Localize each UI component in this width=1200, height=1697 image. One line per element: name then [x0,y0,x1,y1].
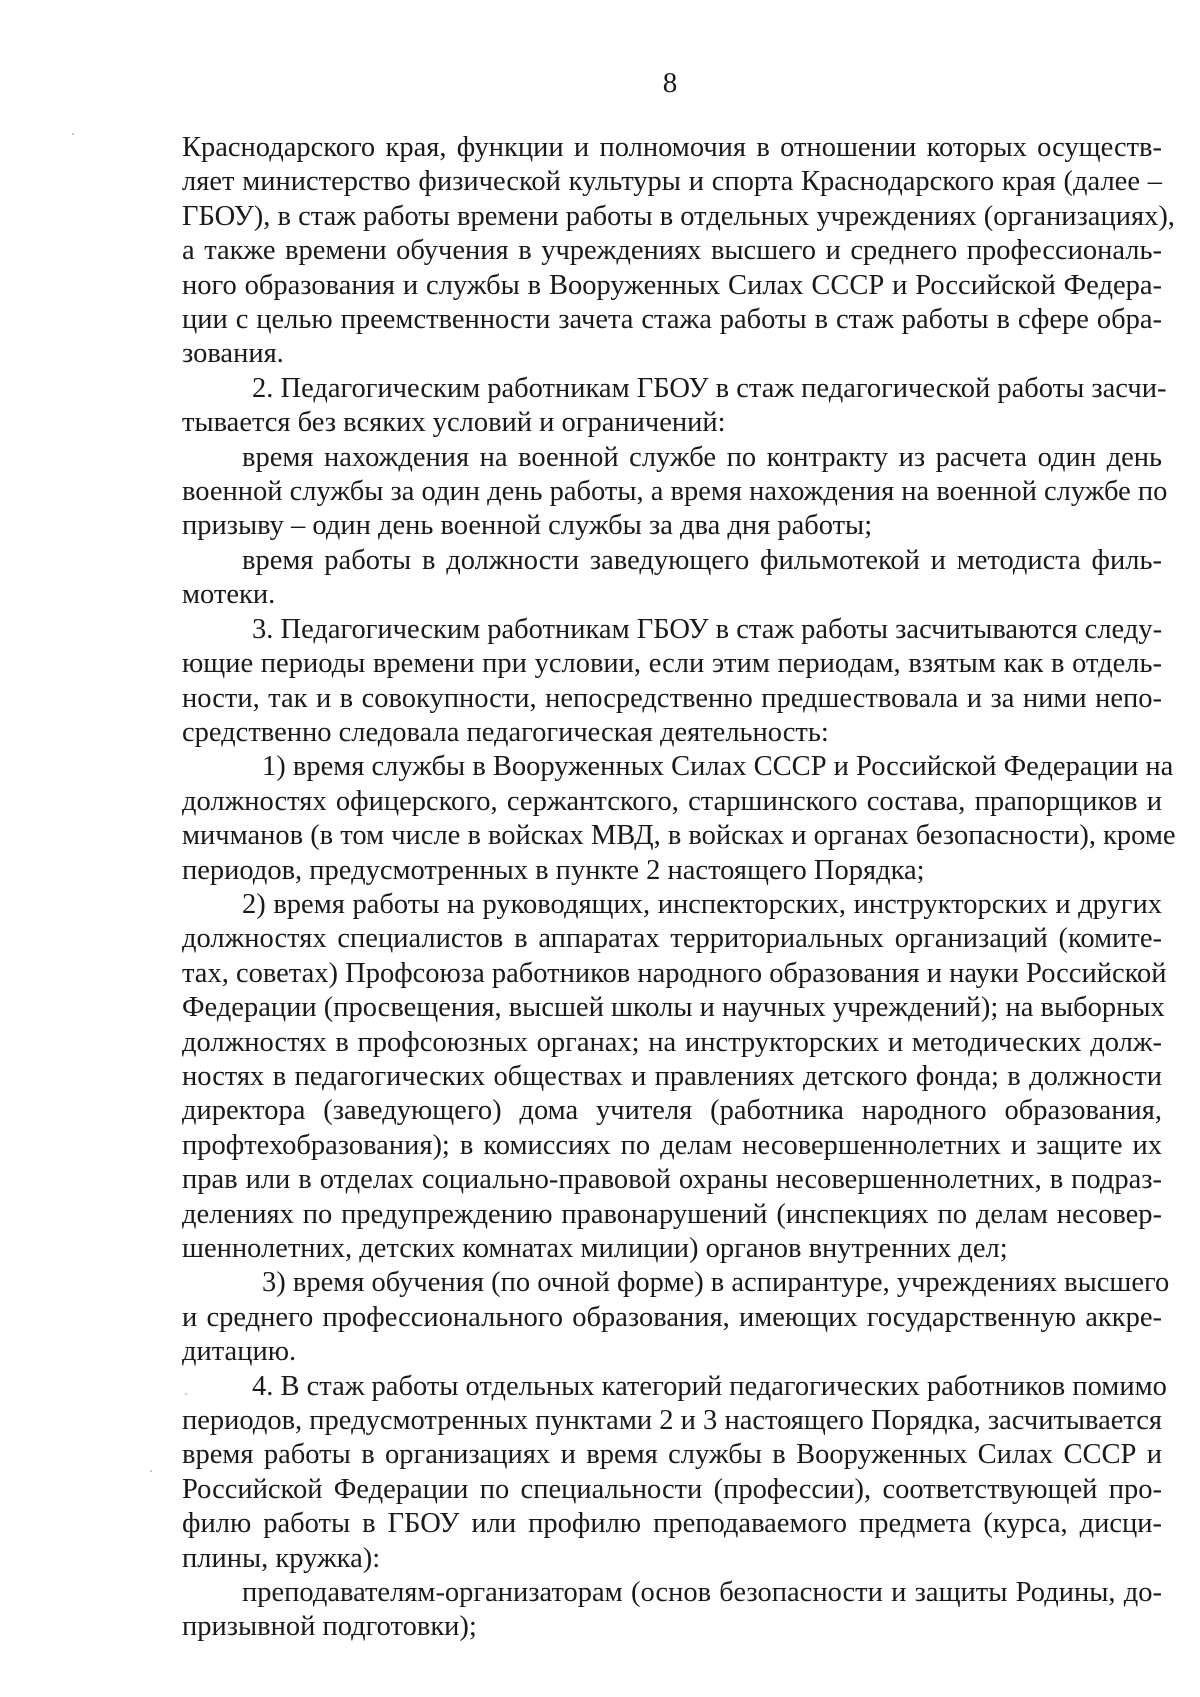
scan-speck [72,133,74,135]
paragraph-teachers-organizers [182,1576,1162,1645]
text-line: призывной подготовки); [182,1611,477,1643]
text-line: Краснодарского края, функции и полномочия в отношении которых осуществ- [182,132,1162,163]
text-line: 3. Педагогическим работникам ГБОУ в стаж работы засчитываются следу- [252,613,1163,645]
text-line: время работы в должности заведующего фильмотекой и методиста филь- [242,544,1162,576]
text-line: филю работы в ГБОУ или профилю преподаваемого предмета (курса, дисци- [182,1508,1162,1540]
text-line: а также времени обучения в учреждениях высшего и среднего профессиональ- [182,235,1162,267]
text-line: мичманов (в том числе в войсках МВД, в войсках и органах безопасности), кроме [182,820,1176,852]
text-line: ляет министерство физической культуры и спорта Краснодарского края (далее – [182,166,1162,198]
text-line: 3) время обучения (по очной форме) в аспирантуре, учреждениях высшего [262,1267,1170,1299]
paragraph-item-3 [182,613,1162,751]
scan-speck [185,1393,187,1395]
scan-speck [150,1470,152,1472]
text-line: призыву – один день военной службы за два дня работы; [182,510,873,542]
text-line: периодов, предусмотренных в пункте 2 настоящего Порядка; [182,854,925,886]
text-line: шеннолетних, детских комнатах милиции) органов внутренних дел; [182,1233,1008,1264]
text-line: военной службы за один день работы, а время нахождения на военной службе по [182,476,1168,508]
text-line: зования. [182,338,284,370]
text-line: профтехобразования); в комиссиях по делам несовершеннолетних и защите их [182,1129,1162,1161]
text-line: время нахождения на военной службе по контракту из расчета один день [242,441,1162,473]
text-line: должностях офицерского, сержантского, старшинского состава, прапорщиков и [182,785,1162,817]
paragraph-subitem-1 [182,750,1176,888]
text-line: ности, так и в совокупности, непосредственно предшествовала и за ними непо- [182,682,1162,714]
text-line: 2. Педагогическим работникам ГБОУ в стаж педагогической работы засчи- [252,372,1167,404]
text-line: 1) время службы в Вооруженных Силах СССР и Российской Федерации на [262,751,1174,783]
paragraph-film-library [182,544,1162,613]
paragraph-subitem-3 [182,1266,1170,1369]
paragraph-continuation [182,131,1175,372]
text-line: Федерации (просвещения, высшей школы и научных учреждений); на выборных [182,992,1165,1024]
paragraph-subitem-2 [182,888,1167,1266]
paragraph-item-2 [182,372,1167,441]
text-line: преподавателям-организаторам (основ безопасности и защиты Родины, до- [242,1577,1162,1609]
text-line: ностях в педагогических обществах и правлениях детского фонда; в должности [182,1060,1162,1092]
text-line: время работы в организациях и время службы в Вооруженных Силах СССР и [182,1439,1162,1471]
text-line: должностях специалистов в аппаратах территориальных организаций (комите- [182,923,1162,955]
text-line: Российской Федерации по специальности (профессии), соответствующей про- [182,1473,1162,1505]
page-number: 8 [662,67,678,99]
text-line: делениях по предупреждению правонарушений (инспекциях по делам несовер- [182,1198,1162,1230]
paragraph-item-4 [182,1370,1167,1576]
text-line: тывается без всяких условий и ограничений: [182,407,726,439]
text-line: тах, советах) Профсоюза работников народного образования и науки Российской [182,957,1167,989]
text-line: и среднего профессионального образования, имеющих государственную аккре- [182,1301,1162,1333]
text-line: мотеки. [182,579,276,611]
document-body [182,131,1176,1645]
text-line: плины, кружка): [182,1542,381,1574]
text-line: прав или в отделах социально-правовой охраны несовершеннолетних, в подраз- [182,1164,1162,1196]
text-line: средственно следовала педагогическая деятельность: [182,716,829,748]
text-line: 2) время работы на руководящих, инспекторских, инструкторских и других [242,888,1162,920]
text-line: дитацию. [182,1336,297,1368]
text-line: ного образования и службы в Вооруженных Силах СССР и Российской Федера- [182,269,1162,301]
text-line: ции с целью преемственности зачета стажа работы в стаж работы в сфере обра- [182,304,1162,336]
text-line: ГБОУ), в стаж работы времени работы в отдельных учреждениях (организациях), [182,200,1175,232]
text-line: ющие периоды времени при условии, если этим периодам, взятым как в отдель- [182,648,1162,680]
text-line: должностях в профсоюзных органах; на инструкторских и методических долж- [182,1026,1162,1058]
text-line: периодов, предусмотренных пунктами 2 и 3 настоящего Порядка, засчитывается [182,1405,1162,1437]
text-line: директора (заведующего) дома учителя (работника народного образования, [182,1095,1162,1127]
text-line: 4. В стаж работы отдельных категорий педагогических работников помимо [252,1370,1167,1402]
paragraph-military-service [182,441,1168,544]
